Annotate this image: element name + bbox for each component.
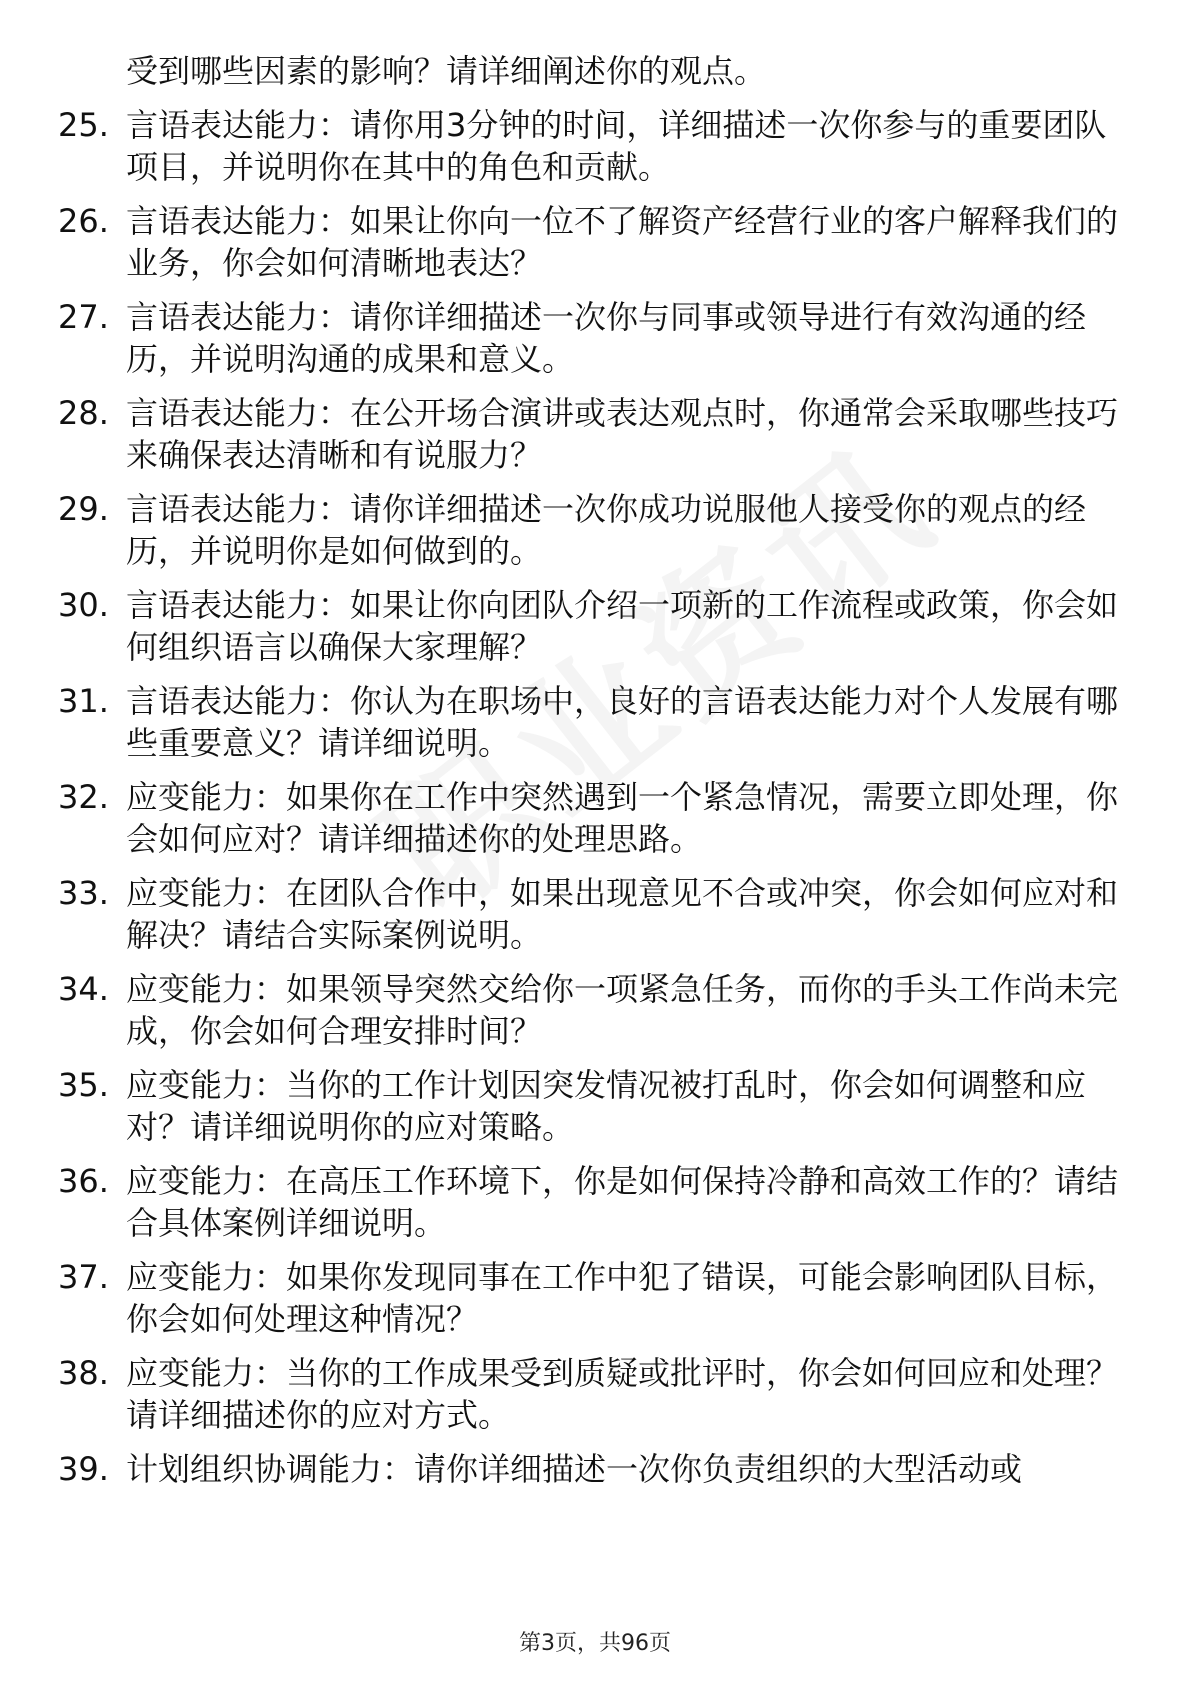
question-number: 33. [58,874,109,912]
list-item [58,968,1138,1052]
list-item [58,392,1138,476]
question-number: 26. [58,202,109,240]
list-item [58,584,1138,668]
list-item [58,1160,1138,1244]
question-text: 应变能力：当你的工作计划因突发情况被打乱时，你会如何调整和应对？请详细说明你的应对策略。 [126,1066,1087,1146]
question-number: 28. [58,394,109,432]
list-item [58,1064,1138,1148]
list-item [58,200,1138,284]
question-text: 言语表达能力：在公开场合演讲或表达观点时，你通常会采取哪些技巧来确保表达清晰和有说服力？ [126,394,1119,474]
question-text: 应变能力：当你的工作成果受到质疑或批评时，你会如何回应和处理？请详细描述你的应对方式。 [126,1354,1119,1434]
question-number: 35. [58,1066,109,1104]
question-text: 应变能力：如果领导突然交给你一项紧急任务，而你的手头工作尚未完成，你会如何合理安排时间？ [126,970,1119,1050]
question-number: 39. [58,1450,109,1488]
list-item [58,488,1138,572]
question-text: 言语表达能力：如果让你向一位不了解资产经营行业的客户解释我们的业务，你会如何清晰地表达？ [126,202,1119,282]
question-text: 应变能力：在高压工作环境下，你是如何保持冷静和高效工作的？请结合具体案例详细说明。 [126,1162,1119,1242]
question-number: 37. [58,1258,109,1296]
list-item [58,104,1138,188]
question-number: 38. [58,1354,109,1392]
question-text: 应变能力：如果你发现同事在工作中犯了错误，可能会影响团队目标，你会如何处理这种情况？ [126,1258,1119,1338]
question-number: 36. [58,1162,109,1200]
question-text: 计划组织协调能力：请你详细描述一次你负责组织的大型活动或 [126,1450,1023,1488]
question-number: 29. [58,490,109,528]
list-item [58,872,1138,956]
question-number: 27. [58,298,109,336]
question-text: 言语表达能力：请你用3分钟的时间，详细描述一次你参与的重要团队项目，并说明你在其中的角色和贡献。 [126,106,1107,186]
list-item [58,1448,1138,1490]
question-number: 31. [58,682,109,720]
list-item [58,1352,1138,1436]
question-number: 34. [58,970,109,1008]
question-number: 30. [58,586,109,624]
list-item [58,776,1138,860]
continued-text: 受到哪些因素的影响？请详细阐述你的观点。 [126,52,767,90]
list-item [58,296,1138,380]
question-text: 应变能力：如果你在工作中突然遇到一个紧急情况，需要立即处理，你会如何应对？请详细描述你的处理思路。 [126,778,1119,858]
question-text: 言语表达能力：请你详细描述一次你成功说服他人接受你的观点的经历，并说明你是如何做到的。 [126,490,1087,570]
question-text: 言语表达能力：如果让你向团队介绍一项新的工作流程或政策，你会如何组织语言以确保大家理解？ [126,586,1119,666]
question-number: 32. [58,778,109,816]
question-text: 应变能力：在团队合作中，如果出现意见不合或冲突，你会如何应对和解决？请结合实际案例说明。 [126,874,1119,954]
question-text: 言语表达能力：你认为在职场中，良好的言语表达能力对个人发展有哪些重要意义？请详细说明。 [126,682,1119,762]
page-number: 第3页，共96页 [519,1631,671,1656]
question-text: 言语表达能力：请你详细描述一次你与同事或领导进行有效沟通的经历，并说明沟通的成果和意义。 [126,298,1087,378]
list-item [58,680,1138,764]
question-number: 25. [58,106,109,144]
list-item [58,1256,1138,1340]
